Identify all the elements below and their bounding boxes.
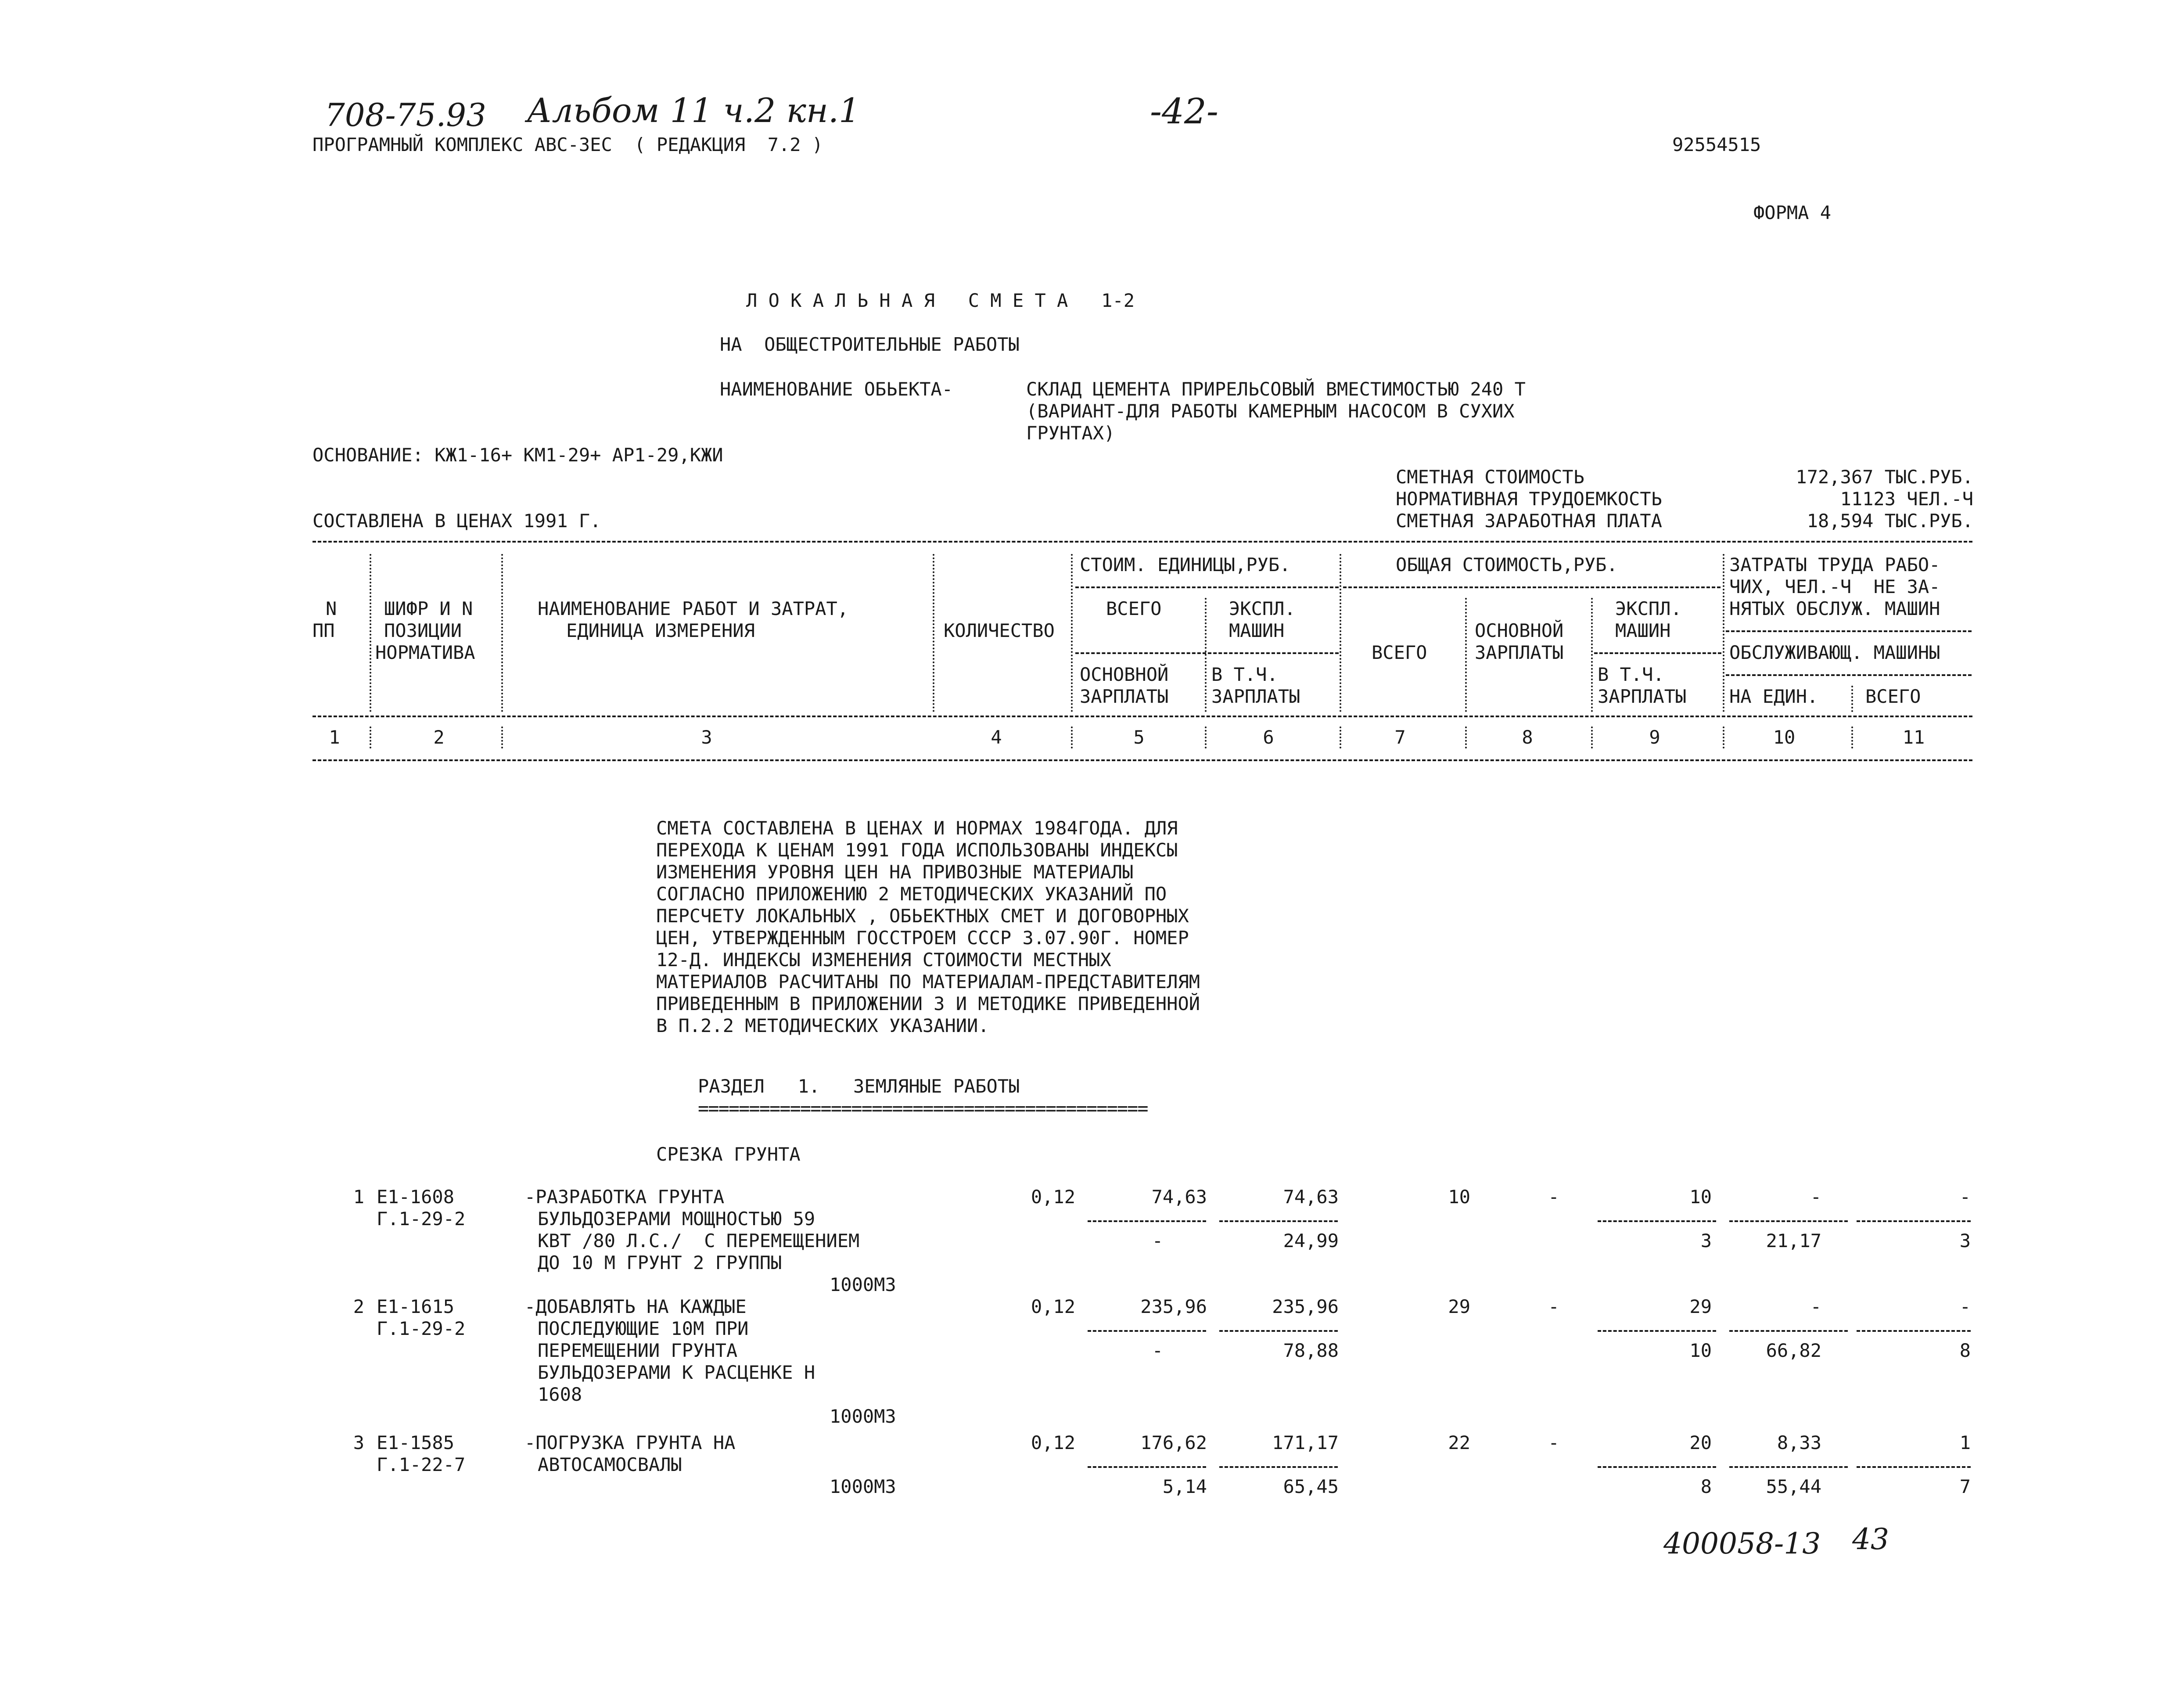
uc-incl-label-2: ЗАРПЛАТЫ — [1211, 686, 1300, 707]
note-line: ИЗМЕНЕНИЯ УРОВНЯ ЦЕН НА ПРИВОЗНЫЕ МАТЕРИАЛЫ — [656, 861, 1134, 883]
header-top-rule — [313, 541, 1972, 543]
col1-label-line1: N — [326, 598, 337, 619]
tc-total-label: ВСЕГО — [1372, 642, 1427, 663]
cell-divider — [1857, 1330, 1971, 1332]
row-description: 1608 — [538, 1384, 582, 1405]
row-c11-sub: 3 — [1959, 1230, 1971, 1251]
row-description: ДО 10 М ГРУНТ 2 ГРУППЫ — [538, 1252, 782, 1273]
row-c6: 235,96 — [1272, 1296, 1339, 1317]
row-c9-sub: 10 — [1689, 1340, 1712, 1361]
row-c8: - — [1548, 1296, 1559, 1317]
col-divider — [501, 726, 503, 748]
row-c9: 29 — [1689, 1296, 1712, 1317]
col-divider — [933, 554, 934, 712]
col-divider — [1071, 726, 1073, 748]
estimate-subtitle: НА ОБЩЕСТРОИТЕЛЬНЫЕ РАБОТЫ — [720, 334, 1020, 355]
uc-mach-label-2: МАШИН — [1229, 620, 1285, 641]
row-number: 2 — [353, 1296, 364, 1317]
note-line: ЦЕН, УТВЕРЖДЕННЫМ ГОССТРОЕМ СССР 3.07.90Г. НОМЕР — [656, 927, 1189, 949]
row-c5-sub: - — [1152, 1230, 1163, 1251]
col-number: 5 — [1133, 726, 1145, 748]
row-description: ПЕРЕМЕЩЕНИИ ГРУНТА — [538, 1340, 738, 1361]
row-c8: - — [1548, 1186, 1559, 1208]
labor-rule-2 — [1726, 674, 1972, 676]
row-c9-sub: 8 — [1700, 1476, 1712, 1497]
col-divider — [1723, 726, 1724, 748]
row-c8: - — [1548, 1432, 1559, 1453]
col-divider — [1340, 726, 1341, 748]
row-c7: 29 — [1448, 1296, 1470, 1317]
total-cost-rule — [1343, 586, 1721, 588]
tc-mach-sub-rule — [1594, 652, 1721, 654]
col-divider — [1851, 686, 1853, 712]
col-number: 2 — [433, 726, 445, 748]
col-number: 9 — [1649, 726, 1660, 748]
cell-divider — [1088, 1466, 1206, 1468]
uc-wage-label-1: ОСНОВНОЙ — [1080, 664, 1169, 685]
row-c7: 10 — [1448, 1186, 1470, 1208]
row-c11: 1 — [1959, 1432, 1971, 1453]
object-label: НАИМЕНОВАНИЕ ОБЬЕКТА- — [720, 378, 953, 400]
row-c5: 74,63 — [1151, 1186, 1207, 1208]
row-number: 3 — [353, 1432, 364, 1453]
note-line: ПЕРСЧЕТУ ЛОКАЛЬНЫХ , ОБЬЕКТНЫХ СМЕТ И ДОГОВОРНЫХ — [656, 905, 1189, 927]
summary-value-wage: 18,594 ТЫС.РУБ. — [1807, 510, 1973, 532]
row-quantity: 0,12 — [1031, 1296, 1075, 1317]
unit-cost-sub-rule — [1075, 652, 1339, 654]
col-divider — [1340, 554, 1341, 712]
handwritten-bottom-code: 400058-13 — [1663, 1527, 1821, 1561]
row-code: Е1-1615 — [377, 1296, 455, 1317]
row-c5: 235,96 — [1140, 1296, 1207, 1317]
prices-line: СОСТАВЛЕНА В ЦЕНАХ 1991 Г. — [313, 510, 601, 532]
col2-label-line2: ПОЗИЦИИ — [384, 620, 462, 641]
row-c7: 22 — [1448, 1432, 1470, 1453]
col-divider — [1851, 726, 1853, 748]
col-number: 11 — [1902, 726, 1925, 748]
col4-label: КОЛИЧЕСТВО — [944, 620, 1055, 641]
object-name-line-3: ГРУНТАХ) — [1026, 422, 1115, 444]
row-description: КВТ /80 Л.С./ С ПЕРЕМЕЩЕНИЕМ — [538, 1230, 860, 1251]
labor-label-3: НЯТЫХ ОБСЛУЖ. МАШИН — [1729, 598, 1940, 619]
row-c5-sub: - — [1152, 1340, 1163, 1361]
row-number: 1 — [353, 1186, 364, 1208]
row-description: ПОСЛЕДУЮЩИЕ 10М ПРИ — [538, 1318, 749, 1339]
row-c11: - — [1959, 1186, 1971, 1208]
tc-incl-label-2: ЗАРПЛАТЫ — [1598, 686, 1687, 707]
col2-label-line1: ШИФР И N — [384, 598, 473, 619]
row-unit: 1000М3 — [830, 1274, 896, 1295]
row-c10: - — [1810, 1186, 1821, 1208]
cell-divider — [1219, 1466, 1338, 1468]
col-divider — [1205, 598, 1207, 712]
row-c6: 74,63 — [1283, 1186, 1339, 1208]
all-label: ВСЕГО — [1865, 686, 1921, 707]
tc-mach-label-2: МАШИН — [1615, 620, 1671, 641]
section-title: РАЗДЕЛ 1. ЗЕМЛЯНЫЕ РАБОТЫ — [698, 1075, 1020, 1097]
uc-incl-label-1: В Т.Ч. — [1211, 664, 1278, 685]
tc-wage-label-2: ЗАРПЛАТЫ — [1475, 642, 1564, 663]
col2-label-line3: НОРМАТИВА — [375, 642, 475, 663]
row-description: -ДОБАВЛЯТЬ НА КАЖДЫЕ — [524, 1296, 747, 1317]
col3-label-line2: ЕДИНИЦА ИЗМЕРЕНИЯ — [566, 620, 755, 641]
note-line: ПЕРЕХОДА К ЦЕНАМ 1991 ГОДА ИСПОЛЬЗОВАНЫ ИНДЕКСЫ — [656, 839, 1178, 861]
col1-label-line2: ПП — [313, 620, 335, 641]
row-description: БУЛЬДОЗЕРАМИ МОЩНОСТЬЮ 59 — [538, 1208, 815, 1230]
cell-divider — [1729, 1466, 1848, 1468]
col3-label-line1: НАИМЕНОВАНИЕ РАБОТ И ЗАТРАТ, — [538, 598, 849, 619]
row-c10: - — [1810, 1296, 1821, 1317]
summary-value-cost: 172,367 ТЫС.РУБ. — [1796, 466, 1973, 488]
cell-divider — [1857, 1466, 1971, 1468]
basis-line: ОСНОВАНИЕ: КЖ1-16+ КМ1-29+ АР1-29,КЖИ — [313, 444, 723, 466]
summary-label-wage: СМЕТНАЯ ЗАРАБОТНАЯ ПЛАТА — [1396, 510, 1662, 532]
form-label: ФОРМА 4 — [1753, 202, 1832, 223]
handwritten-page-number: -42- — [1150, 91, 1218, 132]
col-divider — [1071, 554, 1073, 712]
col-divider — [1465, 726, 1467, 748]
col-divider — [1465, 598, 1467, 712]
tc-wage-label-1: ОСНОВНОЙ — [1475, 620, 1564, 641]
col-divider — [1723, 554, 1724, 712]
note-line: ПРИВЕДЕННЫМ В ПРИЛОЖЕНИИ 3 И МЕТОДИКЕ ПРИВЕДЕННОЙ — [656, 993, 1200, 1014]
uc-total-label: ВСЕГО — [1106, 598, 1162, 619]
note-line: В П.2.2 МЕТОДИЧЕСКИХ УКАЗАНИИ. — [656, 1015, 989, 1036]
document-number: 92554515 — [1672, 134, 1761, 155]
col-number: 7 — [1394, 726, 1406, 748]
labor-sub-label: ОБСЛУЖИВАЮЩ. МАШИНЫ — [1729, 642, 1940, 663]
header-bottom-rule — [313, 759, 1972, 761]
section-underline: ============================================ — [698, 1097, 1148, 1119]
handwritten-album: Альбом 11 ч.2 кн.1 — [527, 91, 860, 130]
row-code: Е1-1585 — [377, 1432, 455, 1453]
row-description: -ПОГРУЗКА ГРУНТА НА — [524, 1432, 736, 1453]
labor-label-1: ЗАТРАТЫ ТРУДА РАБО- — [1729, 554, 1940, 575]
note-line: 12-Д. ИНДЕКСЫ ИЗМЕНЕНИЯ СТОИМОСТИ МЕСТНЫХ — [656, 949, 1111, 971]
summary-value-labor: 11123 ЧЕЛ.-Ч — [1840, 488, 1973, 510]
cell-divider — [1088, 1220, 1206, 1222]
cell-divider — [1598, 1220, 1716, 1222]
uc-mach-label-1: ЭКСПЛ. — [1229, 598, 1296, 619]
object-name-line-1: СКЛАД ЦЕМЕНТА ПРИРЕЛЬСОВЫЙ ВМЕСТИМОСТЬЮ 240 Т — [1026, 378, 1526, 400]
uc-wage-label-2: ЗАРПЛАТЫ — [1080, 686, 1169, 707]
col-number: 1 — [329, 726, 340, 748]
cell-divider — [1598, 1330, 1716, 1332]
object-name-line-2: (ВАРИАНТ-ДЛЯ РАБОТЫ КАМЕРНЫМ НАСОСОМ В СУХИХ — [1026, 400, 1515, 422]
unit-cost-rule — [1075, 586, 1339, 588]
row-c11: - — [1959, 1296, 1971, 1317]
handwritten-bottom-number: 43 — [1852, 1522, 1889, 1556]
col-divider — [1591, 726, 1593, 748]
estimate-title: Л О К А Л Ь Н А Я С М Е Т А 1-2 — [746, 290, 1135, 311]
cell-divider — [1857, 1220, 1971, 1222]
cell-divider — [1219, 1220, 1338, 1222]
cell-divider — [1729, 1220, 1848, 1222]
row-c9: 20 — [1689, 1432, 1712, 1453]
row-c10-sub: 66,82 — [1766, 1340, 1821, 1361]
labor-rule-1 — [1726, 630, 1972, 632]
row-c10-sub: 55,44 — [1766, 1476, 1821, 1497]
note-line: СОГЛАСНО ПРИЛОЖЕНИЮ 2 МЕТОДИЧЕСКИХ УКАЗАНИЙ ПО — [656, 883, 1167, 905]
col-number: 10 — [1773, 726, 1796, 748]
note-line: МАТЕРИАЛОВ РАСЧИТАНЫ ПО МАТЕРИАЛАМ-ПРЕДСТАВИТЕЛЯМ — [656, 971, 1200, 993]
row-description: БУЛЬДОЗЕРАМИ К РАСЦЕНКЕ Н — [538, 1362, 815, 1383]
summary-label-labor: НОРМАТИВНАЯ ТРУДОЕМКОСТЬ — [1396, 488, 1662, 510]
col-divider — [370, 726, 371, 748]
note-line: СМЕТА СОСТАВЛЕНА В ЦЕНАХ И НОРМАХ 1984ГОДА. ДЛЯ — [656, 817, 1178, 839]
col-number: 4 — [991, 726, 1002, 748]
col-divider — [370, 554, 371, 712]
row-c10: 8,33 — [1777, 1432, 1821, 1453]
row-c9-sub: 3 — [1700, 1230, 1712, 1251]
row-quantity: 0,12 — [1031, 1186, 1075, 1208]
summary-label-cost: СМЕТНАЯ СТОИМОСТЬ — [1396, 466, 1584, 488]
cell-divider — [1219, 1330, 1338, 1332]
row-c11-sub: 7 — [1959, 1476, 1971, 1497]
labor-label-2: ЧИХ, ЧЕЛ.-Ч НЕ ЗА- — [1729, 576, 1940, 597]
cell-divider — [1088, 1330, 1206, 1332]
row-c5-sub: 5,14 — [1162, 1476, 1207, 1497]
row-code-secondary: Г.1-29-2 — [377, 1318, 466, 1339]
row-unit: 1000М3 — [830, 1476, 896, 1497]
row-quantity: 0,12 — [1031, 1432, 1075, 1453]
row-c11-sub: 8 — [1959, 1340, 1971, 1361]
col-number: 6 — [1263, 726, 1274, 748]
tc-incl-label-1: В Т.Ч. — [1598, 664, 1664, 685]
row-c6-sub: 24,99 — [1283, 1230, 1339, 1251]
row-description: АВТОСАМОСВАЛЫ — [538, 1454, 682, 1475]
total-cost-label: ОБЩАЯ СТОИМОСТЬ,РУБ. — [1396, 554, 1618, 575]
per-unit-label: НА ЕДИН. — [1729, 686, 1818, 707]
cell-divider — [1729, 1330, 1848, 1332]
row-code-secondary: Г.1-29-2 — [377, 1208, 466, 1230]
section-subtitle: СРЕЗКА ГРУНТА — [656, 1144, 801, 1165]
col-divider — [501, 554, 503, 712]
header-mid-rule — [313, 716, 1972, 717]
col-divider — [1205, 726, 1207, 748]
row-c6-sub: 78,88 — [1283, 1340, 1339, 1361]
unit-cost-label: СТОИМ. ЕДИНИЦЫ,РУБ. — [1080, 554, 1291, 575]
col-divider — [1591, 598, 1593, 712]
row-code-secondary: Г.1-22-7 — [377, 1454, 466, 1475]
col-number: 8 — [1522, 726, 1533, 748]
cell-divider — [1598, 1466, 1716, 1468]
row-c9: 10 — [1689, 1186, 1712, 1208]
row-c10-sub: 21,17 — [1766, 1230, 1821, 1251]
handwritten-code: 708-75.93 — [325, 97, 486, 133]
row-code: Е1-1608 — [377, 1186, 455, 1208]
row-c6: 171,17 — [1272, 1432, 1339, 1453]
program-header: ПРОГРАМНЫЙ КОМПЛЕКС АВС-ЗЕС ( РЕДАКЦИЯ 7.2 ) — [313, 134, 823, 155]
row-c6-sub: 65,45 — [1283, 1476, 1339, 1497]
col-number: 3 — [701, 726, 712, 748]
row-c5: 176,62 — [1140, 1432, 1207, 1453]
tc-mach-label-1: ЭКСПЛ. — [1615, 598, 1682, 619]
row-unit: 1000М3 — [830, 1406, 896, 1427]
row-description: -РАЗРАБОТКА ГРУНТА — [524, 1186, 725, 1208]
